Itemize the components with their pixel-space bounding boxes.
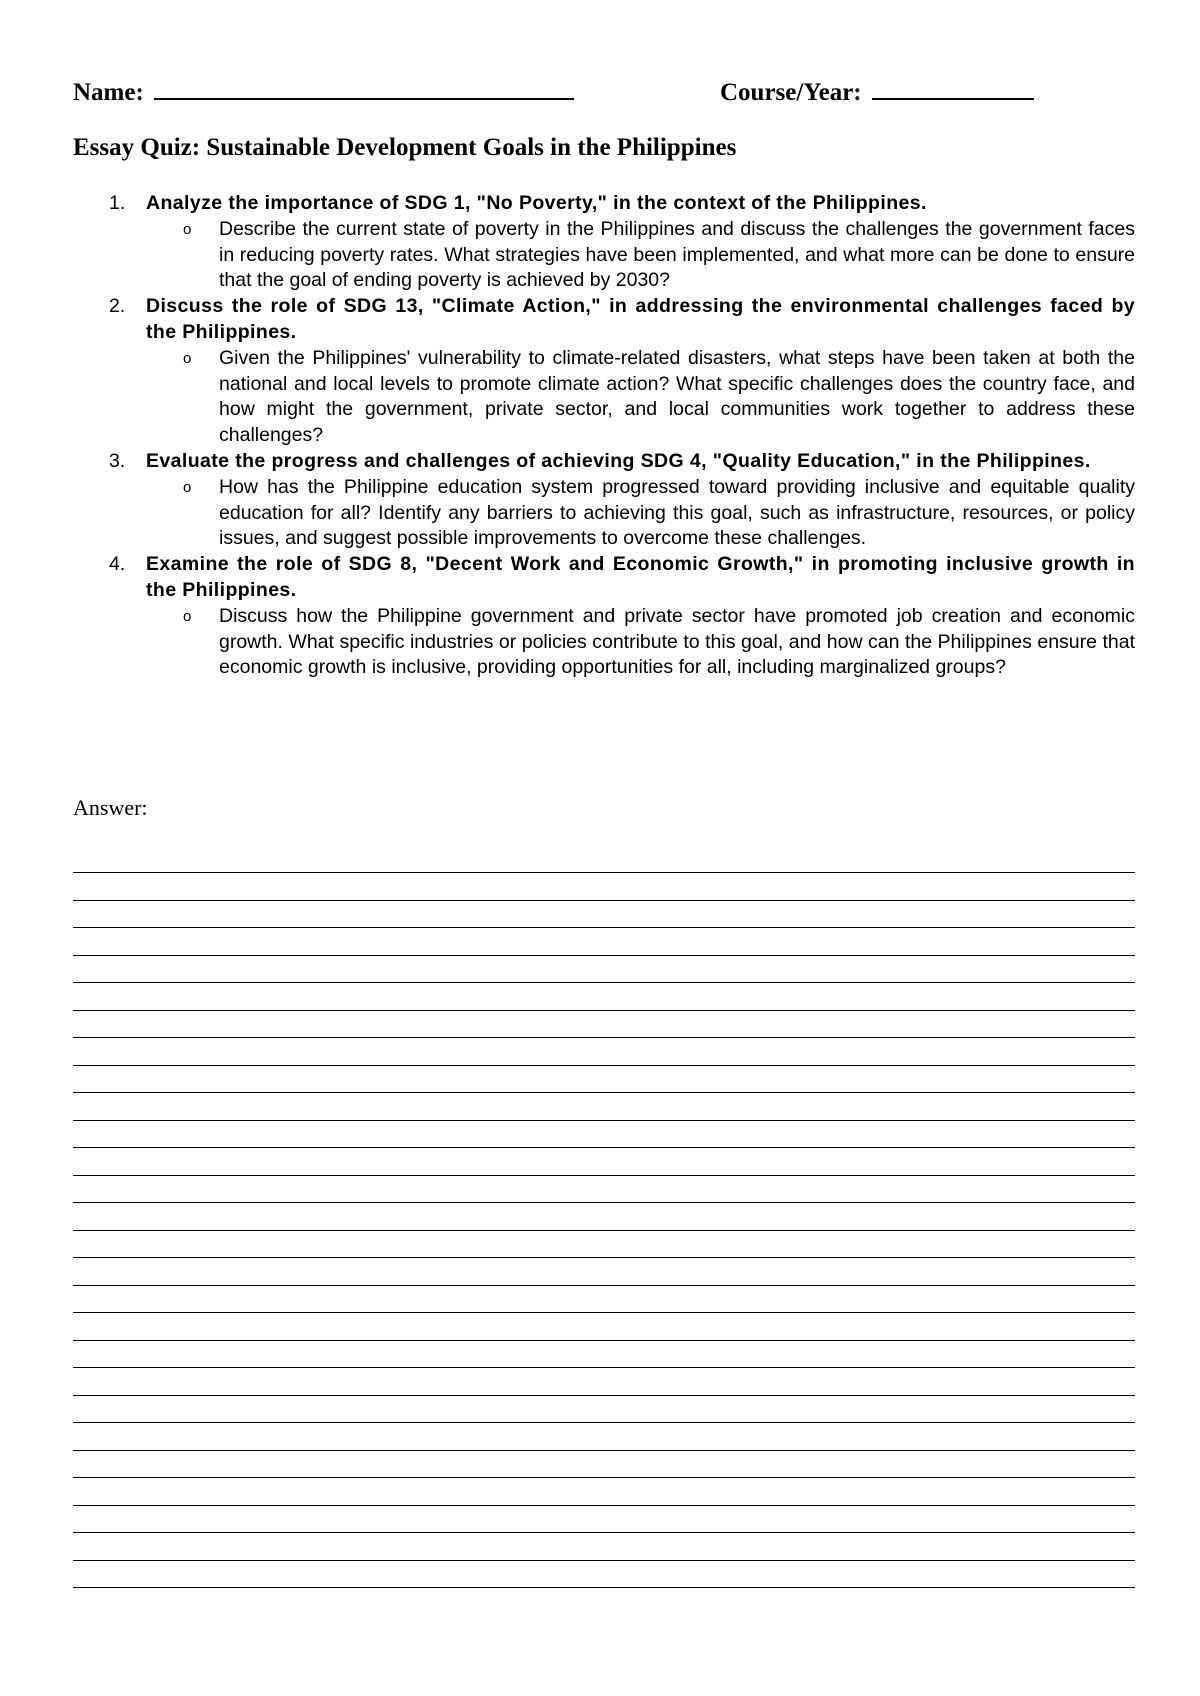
header-row [73, 74, 1135, 110]
answer-writing-line[interactable] [73, 955, 1135, 956]
question-heading: Examine the role of SDG 8, "Decent Work and Economic Growth," in promoting inclusive growth in the Philippines. [146, 553, 1135, 601]
answer-writing-line[interactable] [73, 1285, 1135, 1286]
question-number: 4. [109, 553, 126, 576]
name-field [73, 74, 574, 107]
bullet-icon: o [183, 607, 192, 625]
question-list [73, 191, 1135, 681]
answer-writing-line[interactable] [73, 872, 1135, 873]
course-year-label: Course/Year: [720, 79, 862, 106]
answer-writing-line[interactable] [73, 1230, 1135, 1231]
question-detail-row [73, 475, 1135, 552]
answer-writing-line[interactable] [73, 1395, 1135, 1396]
answer-writing-line[interactable] [73, 1340, 1135, 1341]
answer-writing-line[interactable] [73, 1010, 1135, 1011]
question-number: 1. [109, 192, 126, 214]
answer-writing-line[interactable] [73, 1560, 1135, 1561]
question-heading: Discuss the role of SDG 13, "Climate Action," in addressing the environmental challenges faced by the Philippines. [146, 295, 1135, 343]
question-heading: Evaluate the progress and challenges of achieving SDG 4, "Quality Education," in the Philippines. [146, 449, 1091, 472]
bullet-icon: o [183, 349, 192, 367]
answer-writing-line[interactable] [73, 927, 1135, 928]
question-item [73, 552, 1135, 681]
question-detail: How has the Philippine education system progressed toward providing inclusive and equitable quality education for all? Identify any barriers to achieving this goal, such as infrastructure, resources, or policy issues, and suggest possible improvements to overcome these challenges. [219, 475, 1135, 550]
question-number: 3. [109, 449, 126, 472]
name-label: Name: [73, 79, 144, 106]
question-detail-row [73, 217, 1135, 294]
answer-writing-line[interactable] [73, 1065, 1135, 1066]
page-title: Essay Quiz: Sustainable Development Goals in the Philippines [73, 134, 737, 161]
answer-writing-line[interactable] [73, 1037, 1135, 1038]
answer-writing-line[interactable] [73, 1450, 1135, 1451]
answer-writing-line[interactable] [73, 1367, 1135, 1368]
question-detail: Discuss how the Philippine government and private sector have promoted job creation and economic growth. What specific industries or policies contribute to this goal, and how can the Philippines ensure that economic growth is inclusive, providing opportunities for all, including marginalized groups? [219, 604, 1135, 679]
answer-writing-line[interactable] [73, 1120, 1135, 1121]
question-number: 2. [109, 295, 126, 318]
answer-writing-line[interactable] [73, 1587, 1135, 1588]
answer-writing-line[interactable] [73, 1147, 1135, 1148]
answer-writing-line[interactable] [73, 1422, 1135, 1423]
answer-writing-line[interactable] [73, 1202, 1135, 1203]
bullet-icon: o [183, 478, 192, 496]
bullet-icon: o [183, 220, 192, 238]
answer-label: Answer: [73, 795, 148, 820]
quiz-page [73, 0, 1135, 1696]
answer-writing-line[interactable] [73, 1175, 1135, 1176]
answer-lines[interactable] [73, 872, 1135, 1615]
question-item [73, 191, 1135, 294]
question-detail: Describe the current state of poverty in the Philippines and discuss the challenges the government faces in reducing poverty rates. What strategies have been implemented, and what more can be done to ensure that the goal of ending poverty is achieved by 2030? [219, 217, 1135, 292]
question-item [73, 449, 1135, 552]
question-heading: Analyze the importance of SDG 1, "No Poverty," in the context of the Philippines. [146, 192, 927, 214]
question-detail-row [73, 346, 1135, 449]
question-detail-row [73, 604, 1135, 681]
question-item [73, 294, 1135, 449]
answer-writing-line[interactable] [73, 982, 1135, 983]
course-year-blank-line[interactable] [872, 74, 1034, 100]
answer-writing-line[interactable] [73, 1092, 1135, 1093]
question-detail: Given the Philippines' vulnerability to climate-related disasters, what steps have been taken at both the national and local levels to promote climate action? What specific challenges does the country face, and how might the government, private sector, and local communities work together to address these challenges? [219, 346, 1135, 447]
answer-writing-line[interactable] [73, 1257, 1135, 1258]
answer-writing-line[interactable] [73, 1477, 1135, 1478]
name-blank-line[interactable] [154, 74, 574, 100]
course-year-field [720, 74, 1034, 107]
answer-writing-line[interactable] [73, 1505, 1135, 1506]
answer-writing-line[interactable] [73, 1532, 1135, 1533]
answer-writing-line[interactable] [73, 900, 1135, 901]
answer-writing-line[interactable] [73, 1312, 1135, 1313]
